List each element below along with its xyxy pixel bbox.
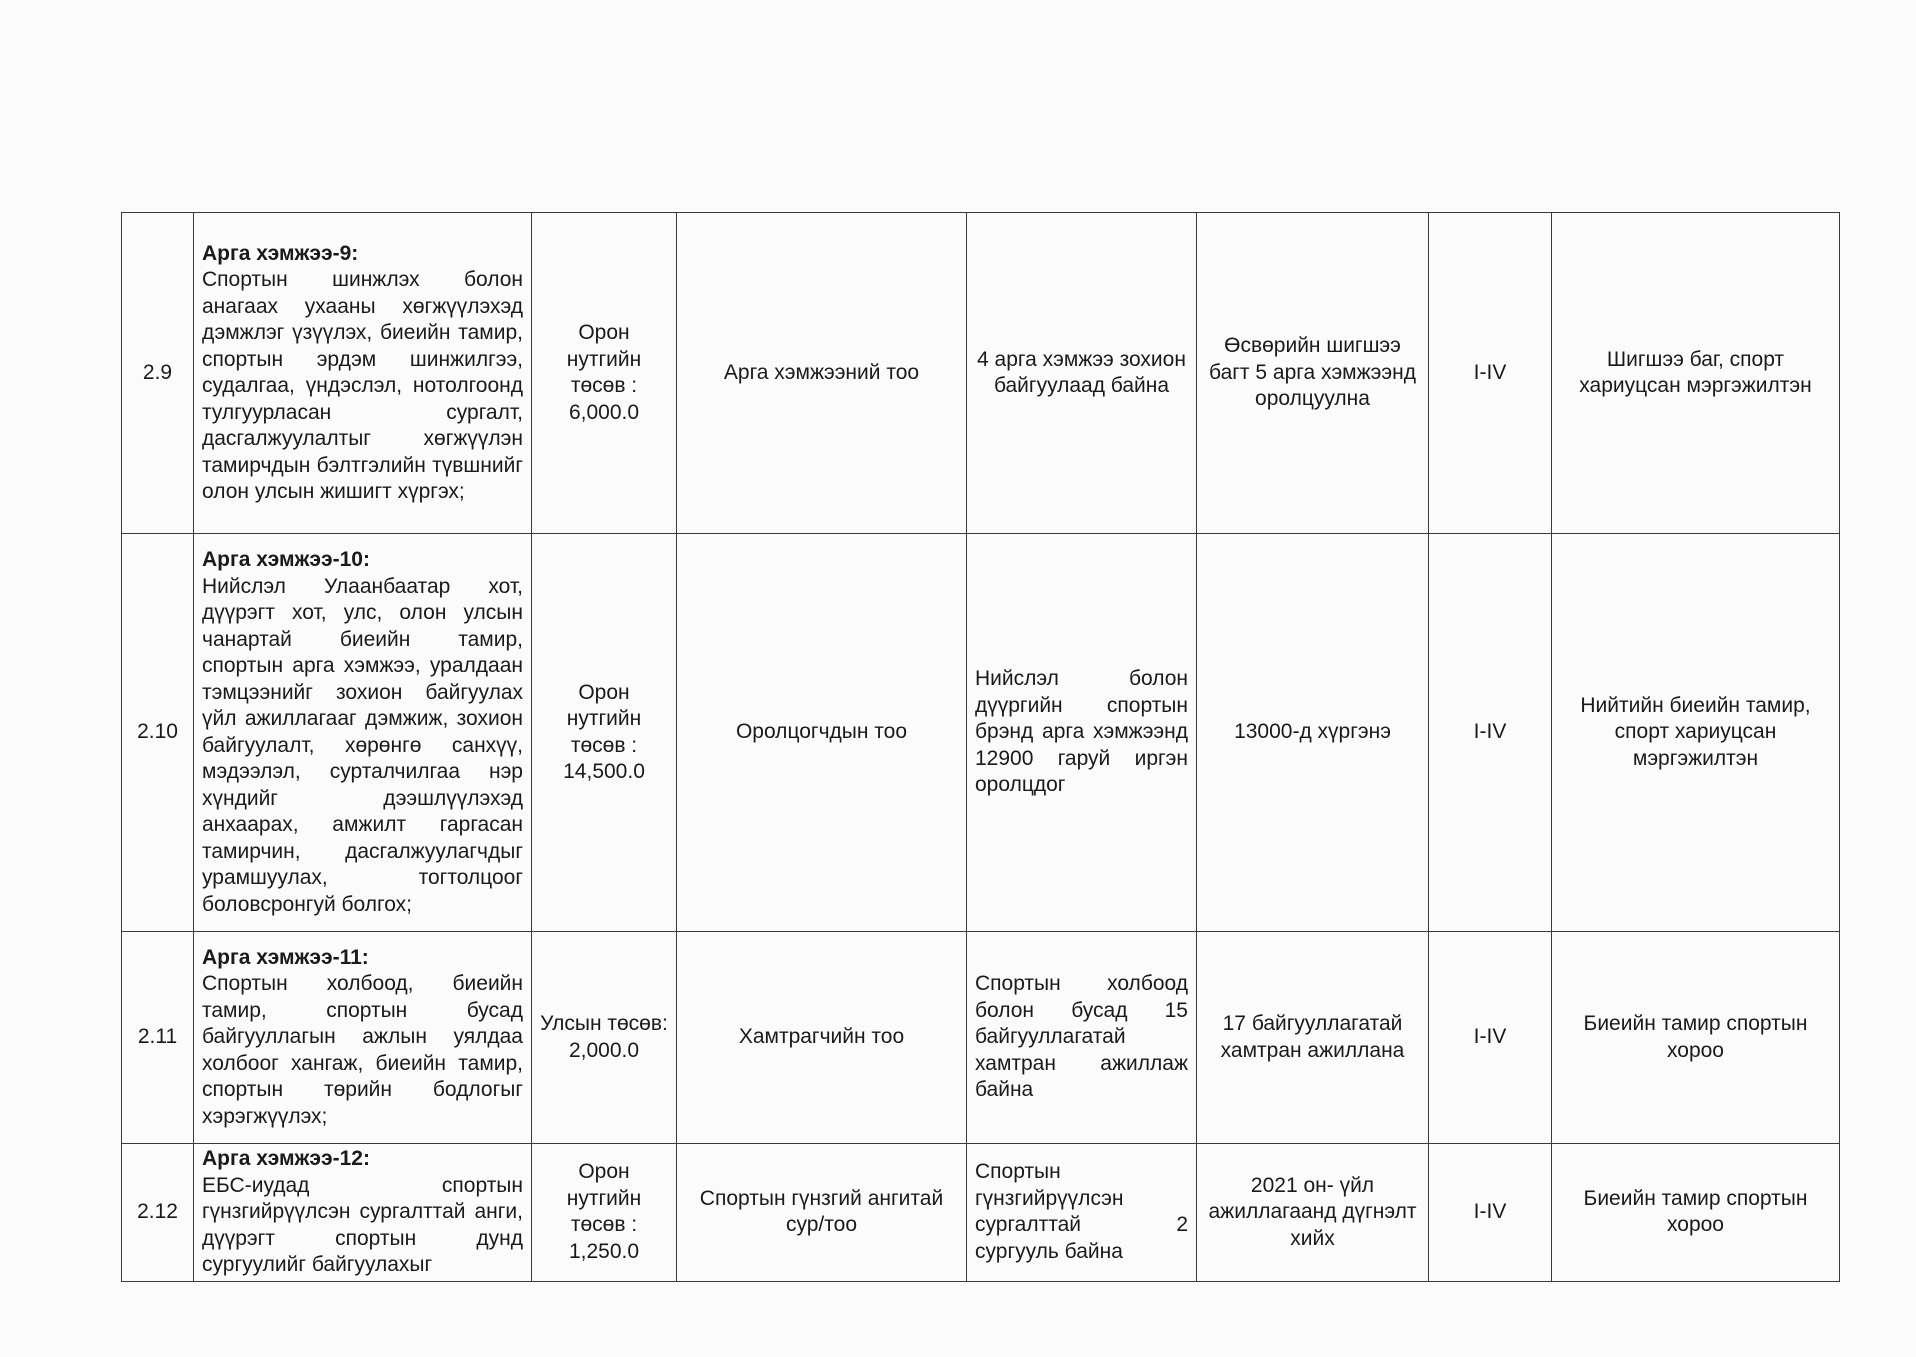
row-number: 2.12 bbox=[122, 1144, 194, 1282]
period-cell: I-IV bbox=[1429, 534, 1552, 932]
table-row bbox=[122, 932, 1840, 1144]
row-number: 2.10 bbox=[122, 534, 194, 932]
table-row bbox=[122, 534, 1840, 932]
activity-cell bbox=[194, 213, 532, 534]
target-cell: Өсвөрийн шигшээ багт 5 арга хэмжээнд оролцуулна bbox=[1197, 213, 1429, 534]
activity-text: Спортын шинжлэх болон анагаах ухааны хөгжүүлэхэд дэмжлэг үзүүлэх, биеийн тамир, спортын эрдэм шинжилгээ, судалгаа, үндэслэл, нотолгоонд тулгуурласан сургалт, дасгалжуулалтыг хөгжүүлэн тамирчдын бэлтгэлийн түвшнийг олон улсын жишигт хүргэх; bbox=[202, 268, 523, 503]
target-cell: 17 байгууллагатай хамтран ажиллана bbox=[1197, 932, 1429, 1144]
action-plan-table bbox=[121, 212, 1840, 1282]
budget-cell: Орон нутгийн төсөв : 6,000.0 bbox=[532, 213, 677, 534]
baseline-cell: Нийслэл болон дүүргийн спортын брэнд арга хэмжээнд 12900 гаруй иргэн оролцдог bbox=[967, 534, 1197, 932]
activity-title: Арга хэмжээ-11: bbox=[202, 945, 369, 969]
budget-cell: Орон нутгийн төсөв : 1,250.0 bbox=[532, 1144, 677, 1282]
activity-title: Арга хэмжээ-12: bbox=[202, 1147, 370, 1170]
period-cell: I-IV bbox=[1429, 1144, 1552, 1282]
indicator-cell: Оролцогчдын тоо bbox=[677, 534, 967, 932]
indicator-cell: Хамтрагчийн тоо bbox=[677, 932, 967, 1144]
activity-text: Спортын холбоод, биеийн тамир, спортын бусад байгууллагын ажлын уялдаа холбоог хангаж, биеийн тамир, спортын төрийн бодлогыг хэрэгжүүлэх; bbox=[202, 972, 523, 1128]
activity-title: Арга хэмжээ-9: bbox=[202, 241, 359, 265]
responsible-cell: Биеийн тамир спортын хороо bbox=[1552, 1144, 1840, 1282]
activity-cell bbox=[194, 932, 532, 1144]
activity-cell bbox=[194, 1144, 532, 1282]
indicator-cell: Спортын гүнзгий ангитай сур/тоо bbox=[677, 1144, 967, 1282]
responsible-cell: Нийтийн биеийн тамир, спорт хариуцсан мэргэжилтэн bbox=[1552, 534, 1840, 932]
responsible-cell: Шигшээ баг, спорт хариуцсан мэргэжилтэн bbox=[1552, 213, 1840, 534]
period-cell: I-IV bbox=[1429, 932, 1552, 1144]
activity-title: Арга хэмжээ-10: bbox=[202, 548, 370, 571]
row-number: 2.11 bbox=[122, 932, 194, 1144]
indicator-cell: Арга хэмжээний тоо bbox=[677, 213, 967, 534]
table-row bbox=[122, 213, 1840, 534]
baseline-cell: Спортын холбоод болон бусад 15 байгууллагатай хамтран ажиллаж байна bbox=[967, 932, 1197, 1144]
period-cell: I-IV bbox=[1429, 213, 1552, 534]
budget-cell: Улсын төсөв: 2,000.0 bbox=[532, 932, 677, 1144]
target-cell: 2021 он- үйл ажиллагаанд дүгнэлт хийх bbox=[1197, 1144, 1429, 1282]
activity-cell bbox=[194, 534, 532, 932]
activity-text: Нийслэл Улаанбаатар хот, дүүрэгт хот, улс, олон улсын чанартай биеийн тамир, спортын арга хэмжээ, уралдаан тэмцээнийг зохион байгуулах үйл ажиллагааг дэмжиж, зохион байгуулалт, хөрөнгө санхүү, мэдээлэл, сурталчилгаа нэр хүндийг дээшлүүлэхэд анхаарах, амжилт гаргасан тамирчин, дасгалжуулагчдыг урамшуулах, тогтолцоог боловсронгуй болгох; bbox=[202, 574, 523, 916]
row-number: 2.9 bbox=[122, 213, 194, 534]
responsible-cell: Биеийн тамир спортын хороо bbox=[1552, 932, 1840, 1144]
budget-cell: Орон нутгийн төсөв : 14,500.0 bbox=[532, 534, 677, 932]
table-row bbox=[122, 1144, 1840, 1282]
baseline-cell: 4 арга хэмжээ зохион байгуулаад байна bbox=[967, 213, 1197, 534]
activity-text: ЕБС-иудад спортын гүнзгийрүүлсэн сургалттай анги, дүүрэгт спортын дунд сургуулийг байгуулахыг bbox=[202, 1173, 523, 1276]
baseline-cell: Спортын гүнзгийрүүлсэн сургалттай 2 сургууль байна bbox=[967, 1144, 1197, 1282]
target-cell: 13000-д хүргэнэ bbox=[1197, 534, 1429, 932]
